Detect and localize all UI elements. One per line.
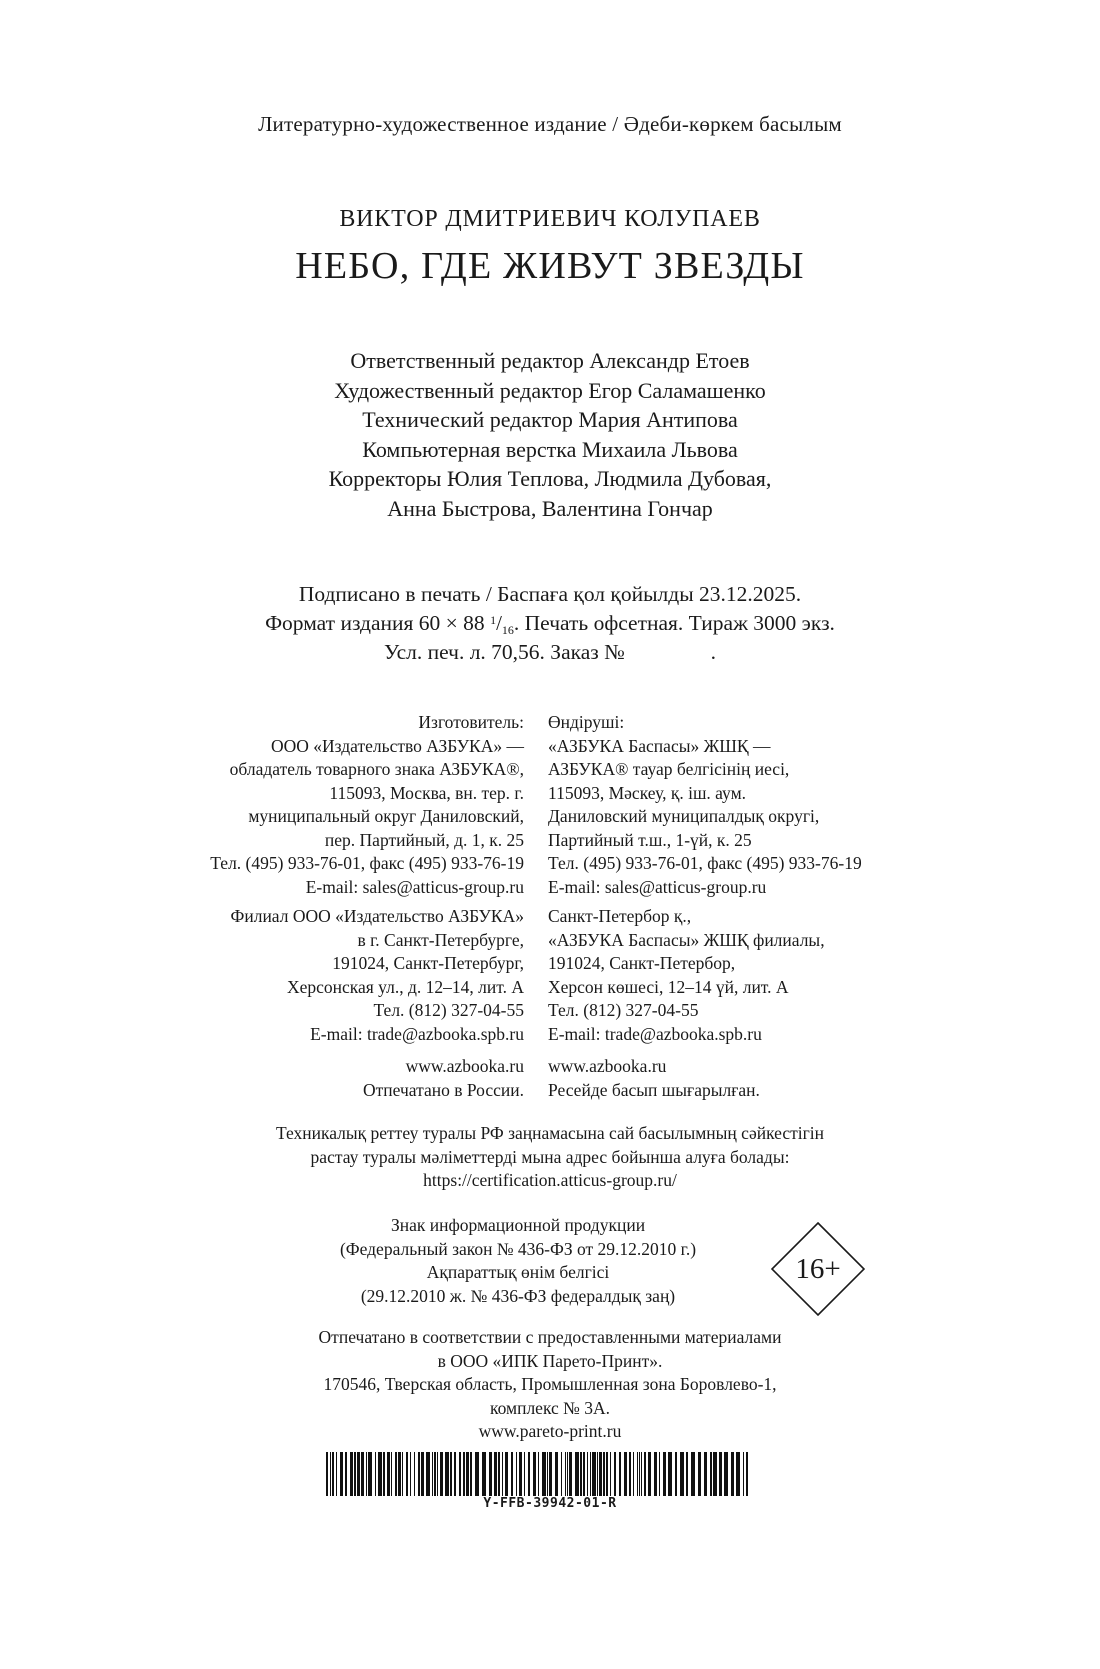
fraction-numerator: 1 — [490, 613, 497, 627]
manufacturer-kz — [548, 711, 862, 899]
text-line: Ақпараттық өнім белгісі — [426, 1262, 610, 1282]
text-line: АЗБУКА® тауар белгісінің иесі, — [548, 759, 790, 779]
text-line: Өндіруші: — [548, 712, 625, 732]
certification-url: https://certification.atticus-group.ru/ — [423, 1170, 677, 1190]
text-line: Техникалық реттеу туралы РФ заңнамасына сай басылымның сәйкестігін — [275, 1123, 825, 1143]
web-kz — [548, 1055, 862, 1102]
age-rating-badge — [771, 1222, 865, 1316]
email-text: E-mail: trade@azbooka.spb.ru — [548, 1023, 762, 1044]
text-line: 191024, Санкт-Петербург, — [332, 953, 524, 973]
credit-line: Ответственный редактор Александр Етоев — [350, 348, 750, 373]
text-line: Ресейде басып шығарылған. — [548, 1079, 760, 1100]
credit-line: Технический редактор Мария Антипова — [362, 407, 738, 432]
credit-line: Компьютерная верстка Михаила Львова — [362, 436, 738, 462]
credit-line: Художественный редактор Егор Саламашенко — [334, 377, 766, 403]
text-line: ООО «Издательство АЗБУКА» — — [270, 735, 524, 756]
text-line: Тел. (812) 327-04-55 — [548, 1000, 699, 1020]
text-line: 191024, Санкт-Петербор, — [548, 953, 736, 973]
printer-info — [0, 1326, 1100, 1444]
branch-ru — [210, 905, 524, 1046]
text-line: (Федеральный закон № 436-ФЗ от 29.12.2010 г.) — [339, 1238, 697, 1259]
publisher-ru-column — [210, 711, 524, 1102]
text-line: Даниловский муниципалдық округі, — [548, 806, 820, 826]
format-line — [0, 609, 1100, 638]
barcode-label: Y-FFB-39942-01-R — [483, 1496, 617, 1511]
text-line: растау туралы мәліметтерді мына адрес бойынша алуға болады: — [310, 1146, 790, 1167]
printer-website: www.pareto-print.ru — [478, 1421, 622, 1441]
text-line: муниципальный округ Даниловский, — [248, 806, 524, 826]
spacer — [210, 1046, 524, 1055]
age-rating: 16+ — [795, 1253, 841, 1285]
text-line: Тел. (495) 933-76-01, факс (495) 933-76-19 — [210, 853, 524, 873]
order-line: Усл. печ. л. 70,56. Заказ № . — [383, 640, 717, 664]
text-line: комплекс № 3А. — [489, 1397, 610, 1418]
text-line: Знак информационной продукции — [390, 1215, 646, 1235]
credit-line: Корректоры Юлия Теплова, Людмила Дубовая, — [328, 466, 772, 491]
info-product-sign-text — [280, 1214, 756, 1308]
text-line: Херсонская ул., д. 12–14, лит. А — [286, 976, 524, 997]
author-name: ВИКТОР ДМИТРИЕВИЧ КОЛУПАЕВ — [339, 206, 761, 232]
text-line: Тел. (495) 933-76-01, факс (495) 933-76-19 — [548, 853, 862, 873]
text-line: «АЗБУКА Баспасы» ЖШҚ — — [548, 735, 771, 756]
text-line: Изготовитель: — [418, 712, 524, 732]
fraction-denominator: 16 — [501, 623, 514, 637]
text-line: Отпечатано в России. — [363, 1079, 524, 1100]
barcode-icon — [326, 1452, 752, 1496]
format-text-tail: . Печать офсетная. Тираж 3000 экз. — [513, 611, 835, 635]
text-line: (29.12.2010 ж. № 436-ФЗ федералдық заң) — [360, 1285, 676, 1306]
credit-line: Анна Быстрова, Валентина Гончар — [387, 495, 713, 521]
website-text: www.azbooka.ru — [548, 1056, 667, 1076]
email-text: E-mail: sales@atticus-group.ru — [548, 876, 767, 897]
text-line: в ООО «ИПК Парето-Принт». — [437, 1350, 663, 1371]
text-line: в г. Санкт-Петербурге, — [357, 929, 524, 950]
text-line: Тел. (812) 327-04-55 — [373, 1000, 524, 1020]
edition-type: Литературно-художественное издание / Әдеби-көркем басылым — [258, 112, 842, 136]
email-text: E-mail: sales@atticus-group.ru — [305, 876, 524, 897]
text-line: Филиал ООО «Издательство АЗБУКА» — [230, 906, 524, 926]
text-line: Херсон көшесі, 12–14 үй, лит. А — [548, 976, 789, 997]
manufacturer-ru — [210, 711, 524, 899]
text-line: Санкт-Петербор қ., — [548, 906, 692, 926]
fraction-slash: / — [496, 611, 502, 635]
spacer — [548, 1046, 862, 1055]
format-text: Формат издания 60 × 88 — [265, 611, 491, 635]
web-ru — [210, 1055, 524, 1102]
credits-block — [0, 346, 1100, 523]
text-line: обладатель товарного знака АЗБУКА®, — [229, 759, 524, 779]
email-text: E-mail: trade@azbooka.spb.ru — [310, 1023, 524, 1044]
publisher-kz-column — [548, 711, 862, 1102]
text-line: 115093, Мәскеу, қ. іш. аум. — [548, 782, 747, 803]
text-line: Отпечатано в соответствии с предоставленными материалами — [318, 1327, 782, 1347]
book-title: НЕБО, ГДЕ ЖИВУТ ЗВЕЗДЫ — [295, 245, 805, 287]
certification-note — [0, 1122, 1100, 1193]
text-line: пер. Партийный, д. 1, к. 25 — [324, 829, 524, 850]
signed-to-print: Подписано в печать / Баспаға қол қойылды 23.12.2025. — [298, 582, 802, 606]
text-line: Партийный т.ш., 1-үй, к. 25 — [548, 829, 752, 850]
printing-info — [0, 580, 1100, 667]
website-text: www.azbooka.ru — [405, 1056, 524, 1076]
format-fraction — [490, 611, 514, 635]
text-line: 115093, Москва, вн. тер. г. — [329, 782, 524, 803]
text-line: 170546, Тверская область, Промышленная зона Боровлево-1, — [323, 1374, 777, 1394]
text-line: «АЗБУКА Баспасы» ЖШҚ филиалы, — [548, 929, 825, 950]
branch-kz — [548, 905, 862, 1046]
